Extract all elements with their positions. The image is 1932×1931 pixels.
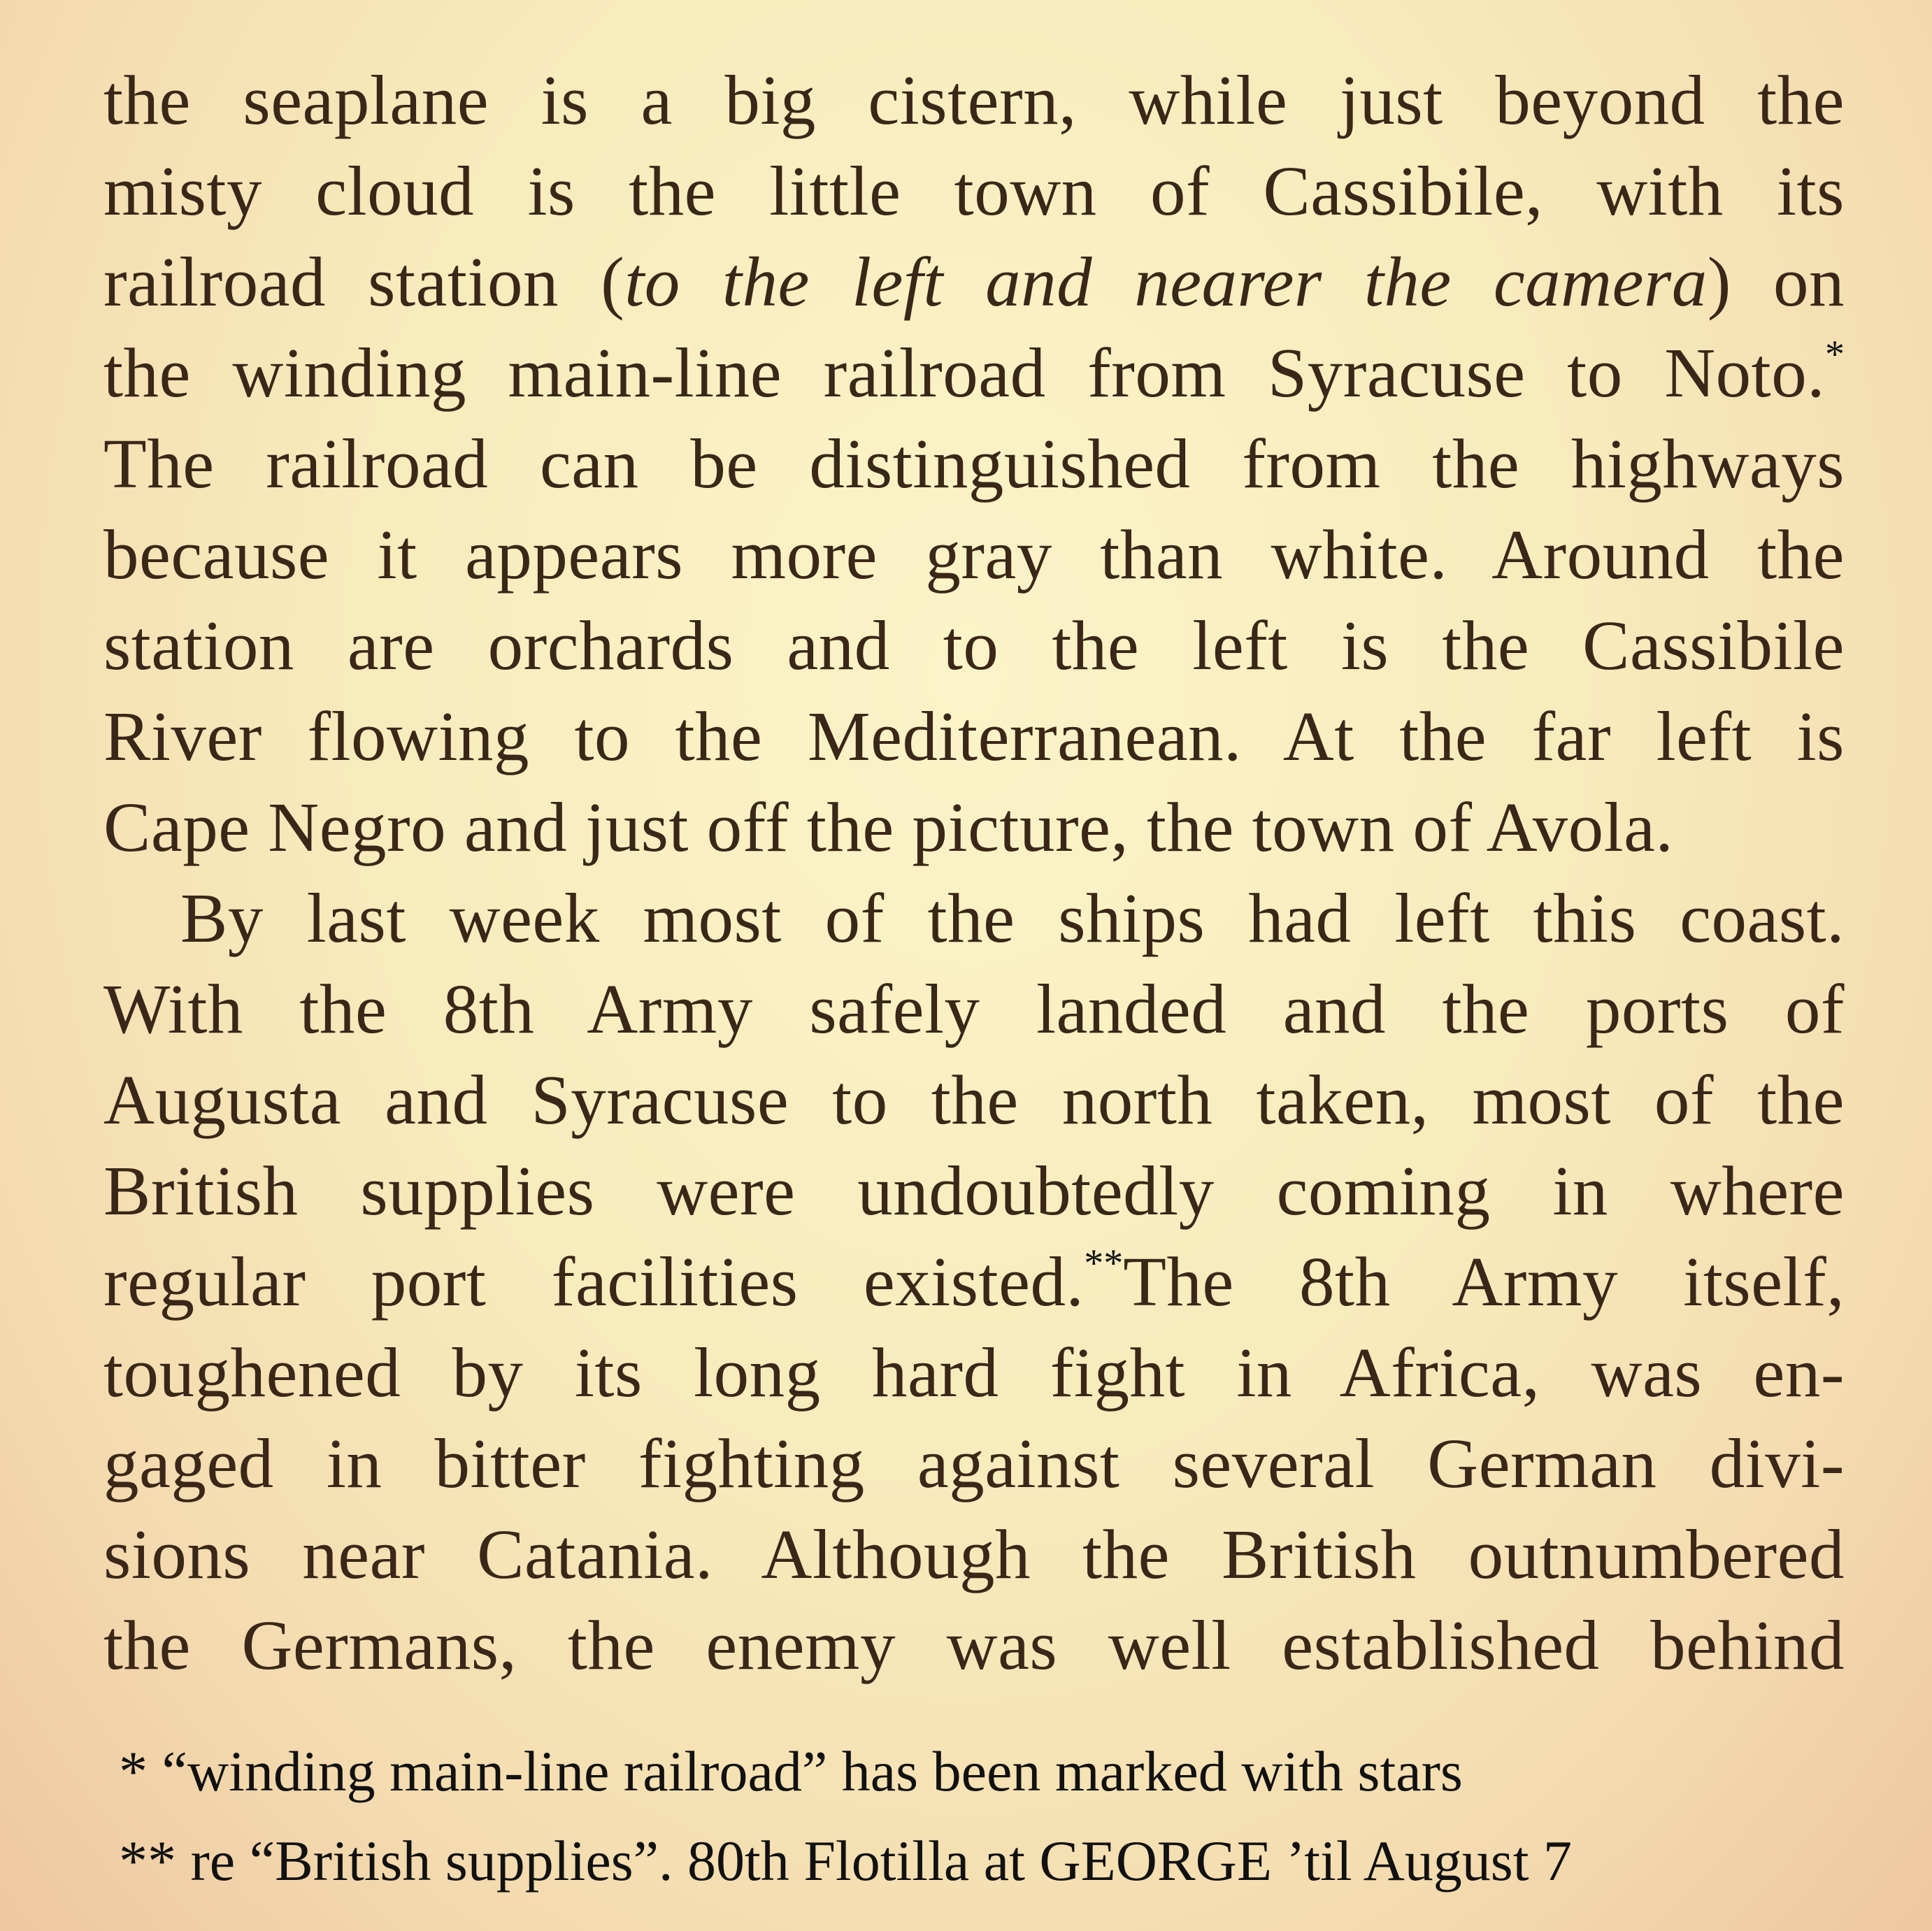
text-line: With the 8th Army safely landed and the ports of <box>103 970 1845 1048</box>
text-segment: regular port facilities existed. <box>103 1242 1085 1321</box>
footnote-1: * “winding main-line railroad” has been marked with stars <box>119 1739 1463 1803</box>
footnotes <box>119 1727 1867 1906</box>
footnote-marker-double-star: ** <box>1084 1242 1124 1285</box>
text-line: the Germans, the enemy was well established behind <box>103 1606 1845 1684</box>
text-line: British supplies were undoubtedly coming in where <box>103 1151 1845 1230</box>
text-line: toughened by its long hard fight in Africa, was en- <box>103 1333 1845 1412</box>
text-line: River flowing to the Mediterranean. At the far left is <box>103 697 1845 775</box>
text-line: station are orchards and to the left is the Cassibile <box>103 606 1845 684</box>
text-line: because it appears more gray than white. Around the <box>103 515 1845 594</box>
text-line: gaged in bitter fighting against several German divi- <box>103 1424 1845 1502</box>
text-line <box>103 236 1845 327</box>
footnote-2: ** re “British supplies”. 80th Flotilla at GEORGE ’til August 7 <box>119 1829 1572 1893</box>
italic-aside: to the left and nearer the camera <box>624 243 1708 321</box>
text-segment: railroad station ( <box>103 243 625 321</box>
text-segment: the winding main-line railroad from Syracuse to Noto. <box>103 333 1825 412</box>
text-line: the seaplane is a big cistern, while just beyond the <box>103 61 1845 139</box>
text-line: misty cloud is the little town of Cassibile, with its <box>103 152 1845 230</box>
text-line <box>103 327 1845 418</box>
text-line: The railroad can be distinguished from the highways <box>103 424 1845 503</box>
footnote-marker-star: * <box>1825 333 1845 376</box>
paragraph-start-line: By last week most of the ships had left this coast. <box>180 879 1845 957</box>
article-text <box>103 55 1845 1690</box>
text-segment: The 8th Army itself, <box>1123 1242 1845 1321</box>
text-line <box>103 1236 1845 1327</box>
text-line: Augusta and Syracuse to the north taken, most of the <box>103 1061 1845 1139</box>
text-segment: ) on <box>1707 243 1845 321</box>
text-line: sions near Catania. Although the British outnumbered <box>103 1515 1845 1593</box>
text-line: Cape Negro and just off the picture, the town of Avola. <box>103 788 1674 866</box>
